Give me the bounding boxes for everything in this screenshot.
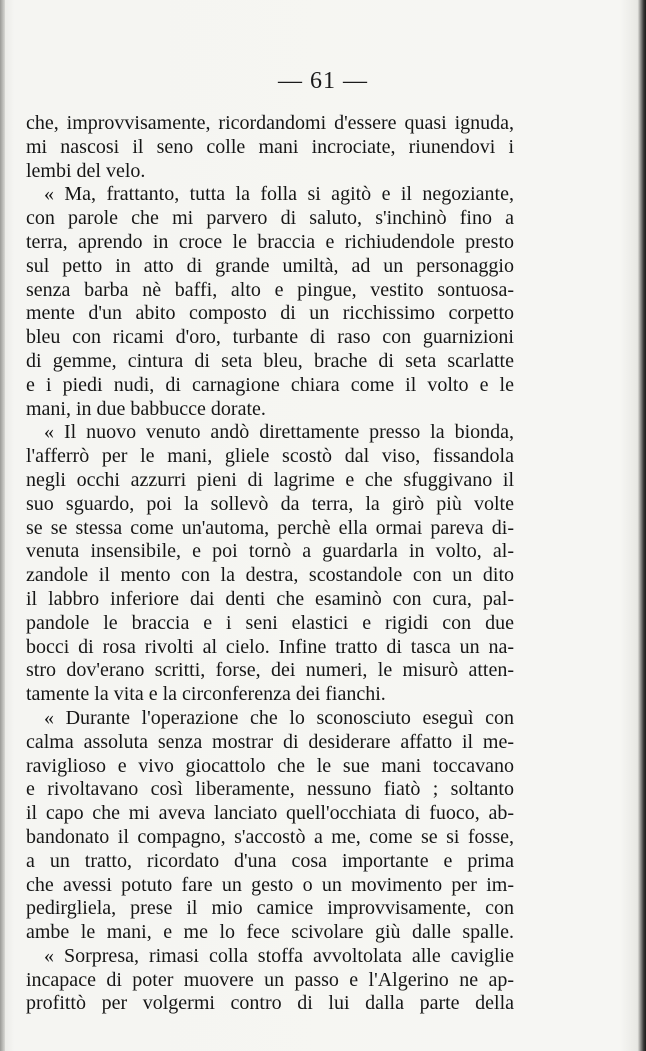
text-line: stro dov'erano scritti, forse, dei numeri, le misurò atten- xyxy=(26,659,514,682)
text-line: l'afferrò per le mani, gliele scostò dal viso, fissandola xyxy=(26,445,514,468)
text-line: il capo che mi aveva lanciato quell'occhiata di fuoco, ab- xyxy=(26,802,514,825)
text-line: e rivoltavano così liberamente, nessuno fiatò ; soltanto xyxy=(26,778,514,801)
text-line: « Il nuovo venuto andò direttamente presso la bionda, xyxy=(44,421,514,444)
text-line: a un tratto, ricordato d'una cosa importante e prima xyxy=(26,849,514,872)
text-line: con parole che mi parvero di saluto, s'inchinò fino a xyxy=(26,207,514,230)
text-line: bandonato il compagno, s'accostò a me, come se si fosse, xyxy=(26,825,514,848)
text-line: raviglioso e vivo giocattolo che le sue mani toccavano xyxy=(26,754,514,777)
text-line: ambe le mani, e me lo fece scivolare giù dalle spalle. xyxy=(26,921,514,944)
text-line: che, improvvisamente, ricordandomi d'essere quasi ignuda, xyxy=(26,112,514,134)
text-line: zandole il mento con la destra, scostandole con un dito xyxy=(26,564,514,587)
text-line: venuta insensibile, e poi tornò a guardarla in volto, al- xyxy=(26,540,514,563)
text-line: terra, aprendo in croce le braccia e richiudendole presto xyxy=(26,230,514,253)
text-line: senza barba nè baffi, alto e pingue, vestito sontuosa- xyxy=(26,278,514,301)
text-line: bocci di rosa rivolti al cielo. Infine tratto di tasca un na- xyxy=(26,635,514,658)
text-line: lembi del velo. xyxy=(26,159,146,182)
text-line: mani, in due babbucce dorate. xyxy=(26,397,266,420)
body-text xyxy=(26,112,514,1016)
text-line: che avessi potuto fare un gesto o un movimento per im- xyxy=(26,873,514,896)
text-line: bleu con ricami d'oro, turbante di raso con guarnizioni xyxy=(26,326,514,349)
text-line: negli occhi azzurri pieni di lagrime e che sfuggivano il xyxy=(26,468,514,491)
text-line: sul petto in atto di grande umiltà, ad un personaggio xyxy=(26,254,514,277)
text-line: tamente la vita e la circonferenza dei fianchi. xyxy=(26,683,386,706)
text-line: incapace di poter muovere un passo e l'Algerino ne ap- xyxy=(26,968,514,991)
text-line: « Durante l'operazione che lo sconosciuto eseguì con xyxy=(44,706,514,729)
text-line: pedirgliela, prese il mio camice improvvisamente, con xyxy=(26,897,514,920)
text-line: di gemme, cintura di seta bleu, brache di seta scarlatte xyxy=(26,349,514,372)
text-line: suo sguardo, poi la sollevò da terra, la girò più volte xyxy=(26,492,514,515)
text-line: « Sorpresa, rimasi colla stoffa avvoltolata alle caviglie xyxy=(44,944,514,967)
text-line: pandole le braccia e i seni elastici e rigidi con due xyxy=(26,611,514,634)
text-line: e i piedi nudi, di carnagione chiara come il volto e le xyxy=(26,373,514,396)
text-line: mi nascosi il seno colle mani incrociate, riunendovi i xyxy=(26,135,514,158)
text-line: « Ma, frattanto, tutta la folla si agitò e il negoziante, xyxy=(44,183,514,206)
page-left-edge xyxy=(0,0,5,1051)
text-line: il labbro inferiore dai denti che esaminò con cura, pal- xyxy=(26,587,514,610)
text-line: calma assoluta senza mostrar di desiderare affatto il me- xyxy=(26,730,514,753)
text-line: mente d'un abito composto di un ricchissimo corpetto xyxy=(26,302,514,325)
text-line: profittò per volgermi contro di lui dalla parte della xyxy=(26,992,514,1015)
page-number: — 61 — xyxy=(278,68,368,94)
text-line: se se stessa come un'automa, perchè ella ormai pareva di- xyxy=(26,516,514,539)
page-right-edge xyxy=(638,0,646,1051)
